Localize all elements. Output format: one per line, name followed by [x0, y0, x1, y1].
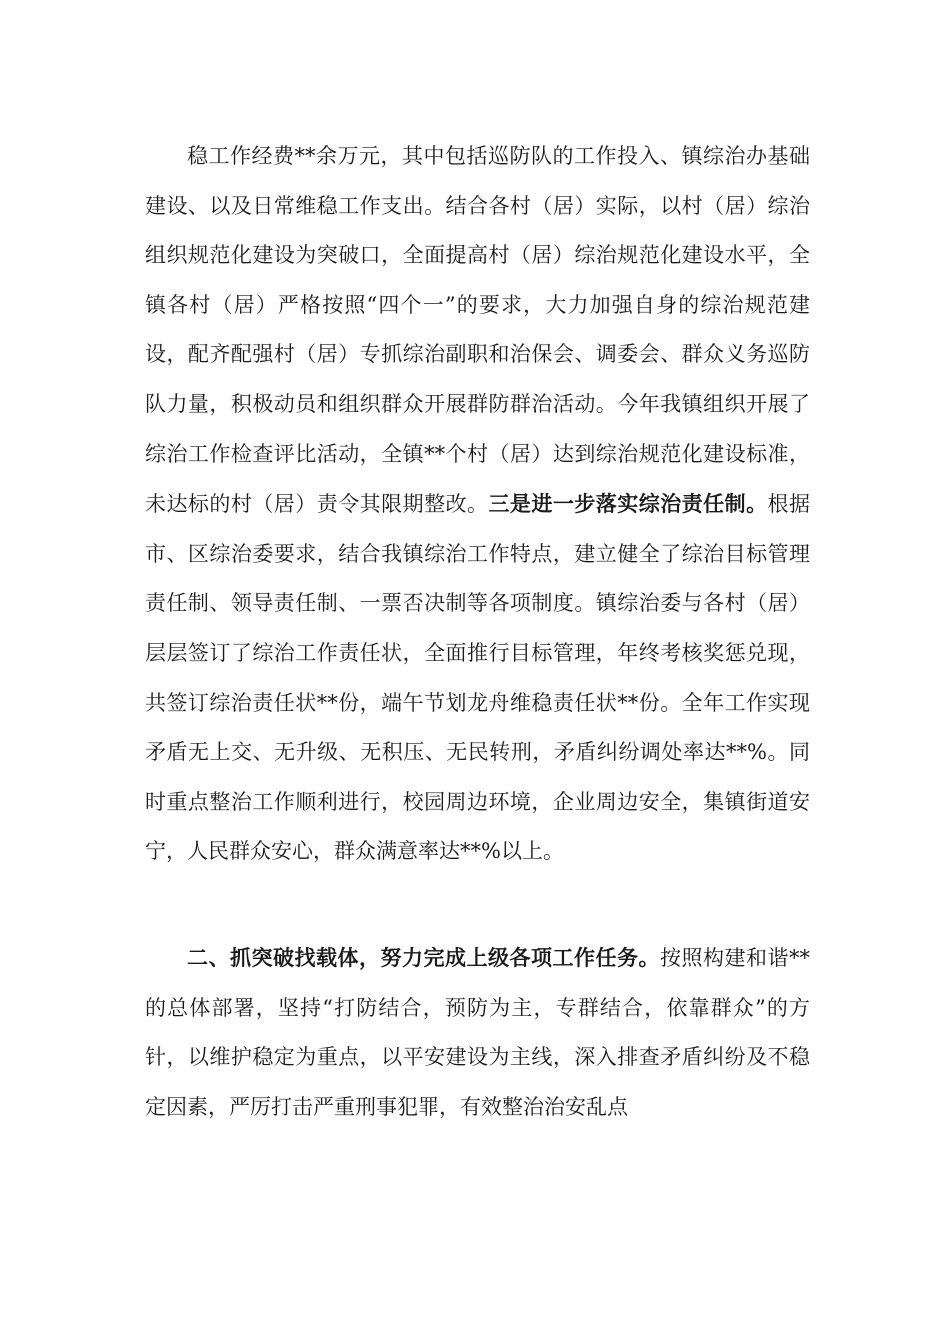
paragraph-2-text: 按照构建和谐**的总体部署，坚持“打防结合，预防为主，专群结合，依靠群众”的方针，以维护稳定为重点，以平安建设为主线，深入排查矛盾纠纷及不稳定因素，严厉打击严重刑事犯罪，有效整治治安乱点 — [145, 946, 810, 1119]
paragraph-1 — [145, 132, 810, 877]
paragraph-2 — [145, 933, 810, 1132]
paragraph-1-text-part1: 稳工作经费**余万元，其中包括巡防队的工作投入、镇综治办基础建设、以及日常维稳工作支出。结合各村（居）实际，以村（居）综治组织规范化建设为突破口，全面提高村（居）综治规范化建设水平，全镇各村（居）严格按照“四个一”的要求，大力加强自身的综治规范建设，配齐配强村（居）专抓综治副职和治保会、调委会、群众义务巡防队力量，积极动员和组织群众开展群防群治活动。今年我镇组织开展了综治工作检查评比活动，全镇**个村（居）达到综治规范化建设标准，未达标的村（居）责令其限期整改。 — [145, 144, 810, 517]
paragraph-1-bold-heading: 三是进一步落实综治责任制。 — [488, 491, 768, 517]
paragraph-1-text-part2: 根据市、区综治委要求，结合我镇综治工作特点，建立健全了综治目标管理责任制、领导责任制、一票否决制等各项制度。镇综治委与各村（居）层层签订了综治工作责任状，全面推行目标管理，年终考核奖惩兑现，共签订综治责任状**份，端午节划龙舟维稳责任状**份。全年工作实现矛盾无上交、无升级、无积压、无民转刑，矛盾纠纷调处率达**%。同时重点整治工作顺利进行，校园周边环境，企业周边安全，集镇街道安宁，人民群众安心，群众满意率达**%以上。 — [145, 492, 811, 864]
paragraph-2-bold-heading: 二、抓突破找载体，努力完成上级各项工作任务。 — [187, 945, 660, 970]
